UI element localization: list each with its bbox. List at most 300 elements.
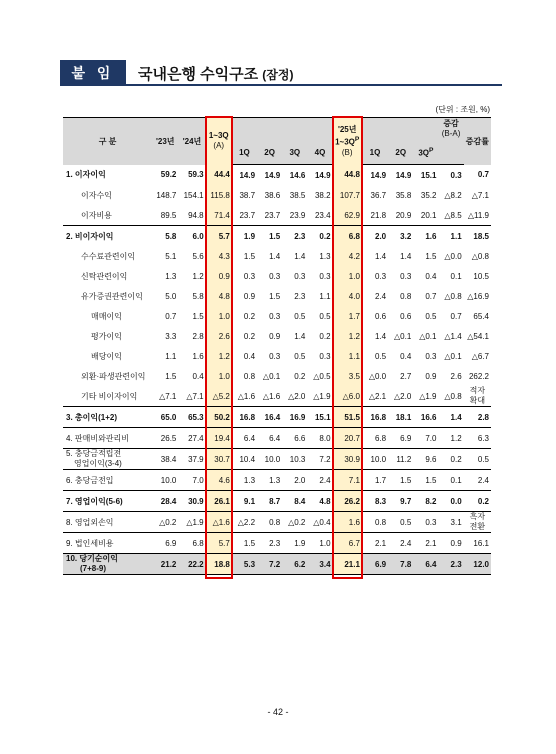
- cell-value: 6.7: [333, 533, 362, 554]
- cell-value: 7.8: [388, 554, 413, 575]
- cell-value: 14.9: [370, 170, 387, 180]
- cell-value: 0.5: [425, 311, 437, 321]
- cell-value: 0.8: [243, 371, 256, 381]
- cell-value: 1.0: [206, 306, 232, 326]
- cell-value: 2.7: [400, 371, 412, 381]
- cell-value: 4.0: [333, 286, 362, 306]
- cell-value: 16.8: [362, 407, 388, 428]
- cell-value: 2.0: [362, 226, 388, 247]
- col-q2: 2Q: [257, 140, 282, 165]
- cell-value: 71.4: [206, 205, 232, 226]
- cell-value: 1.6: [192, 351, 204, 361]
- cell-value: 0.2: [243, 311, 256, 321]
- row-label: 이자비용: [81, 210, 112, 220]
- cell-value: 5.8: [152, 226, 178, 247]
- cell-value: 5.8: [192, 291, 204, 301]
- cell-value: 1.2: [192, 271, 204, 281]
- cell-value: 1.4: [294, 251, 306, 261]
- row-label: 기타 비이자이익: [81, 391, 138, 401]
- page-title: [138, 63, 293, 84]
- cell-value: 6.9: [388, 428, 413, 449]
- col-q3b: $3Q^P$: [413, 140, 438, 165]
- cell-value: 5.6: [192, 251, 204, 261]
- cell-value: 0.9: [438, 533, 463, 554]
- cell-value: 0.5: [375, 351, 387, 361]
- cell-value: 20.1: [420, 210, 437, 220]
- cell-value: 1.4: [438, 407, 463, 428]
- cell-value: 1.4: [375, 251, 387, 261]
- title-text: 국내은행 수익구조: [138, 66, 259, 83]
- table-row: [63, 165, 491, 186]
- cell-value: 38.2: [314, 190, 331, 200]
- table-row: [63, 428, 491, 449]
- cell-value: △0.2: [152, 512, 178, 533]
- cell-value: 1.4: [294, 331, 306, 341]
- cell-value: 12.0: [464, 554, 491, 575]
- cell-value: 0.1: [438, 470, 463, 491]
- table-row: [63, 386, 491, 407]
- title-underline: [126, 84, 502, 86]
- cell-value: 1.5: [232, 533, 257, 554]
- cell-value: 65.0: [152, 407, 178, 428]
- cell-value: △8.2: [444, 190, 462, 200]
- cell-value: △7.1: [186, 391, 204, 401]
- cell-value: 23.7: [239, 210, 256, 220]
- row-label: 7. 영업이익(5-6): [63, 491, 152, 512]
- cell-value: 1.3: [319, 251, 331, 261]
- row-label: 배당이익: [91, 351, 122, 361]
- cell-value: 1.2: [333, 326, 362, 346]
- row-label: 2. 비이자이익: [63, 226, 152, 247]
- appendix-header: [60, 60, 500, 88]
- cell-value: 51.5: [333, 407, 362, 428]
- row-label: 6. 충당금전입: [63, 470, 152, 491]
- cell-value: 1.3: [257, 470, 282, 491]
- cell-value: 3.2: [388, 226, 413, 247]
- cell-value: 0.3: [319, 271, 331, 281]
- cell-value: 0.3: [450, 170, 462, 180]
- cell-value: 0.5: [294, 311, 306, 321]
- cell-value: 8.0: [307, 428, 332, 449]
- table-row: [63, 512, 491, 533]
- cell-value: 1.5: [388, 470, 413, 491]
- cell-value: 0.9: [243, 291, 256, 301]
- cell-value: 0.1: [450, 271, 462, 281]
- table-row: [63, 470, 491, 491]
- cell-value: 8.7: [257, 491, 282, 512]
- col-q4: 4Q: [307, 140, 332, 165]
- cell-value: 3.4: [307, 554, 332, 575]
- cell-value: 1.6: [333, 512, 362, 533]
- cell-value: 115.8: [206, 185, 232, 205]
- cell-value: 0.3: [319, 351, 331, 361]
- table-row: [63, 266, 491, 286]
- cell-value: 1.5: [192, 311, 204, 321]
- cell-value: 1.1: [438, 226, 463, 247]
- cell-value: 35.8: [395, 190, 412, 200]
- cell-value: 0.2: [319, 331, 331, 341]
- cell-value: 14.9: [264, 170, 281, 180]
- table-row: [63, 326, 491, 346]
- cell-value: 7.2: [307, 449, 332, 470]
- cell-value: 1.6: [413, 226, 438, 247]
- cell-value: 6.4: [413, 554, 438, 575]
- cell-value: 50.2: [206, 407, 232, 428]
- cell-value: 89.5: [160, 210, 177, 220]
- cell-value: 15.1: [307, 407, 332, 428]
- cell-value: △0.2: [282, 512, 307, 533]
- cell-value: 44.8: [333, 165, 362, 186]
- cell-value: 7.1: [333, 470, 362, 491]
- cell-value: △0.5: [313, 371, 331, 381]
- cell-value: 9.6: [413, 449, 438, 470]
- cell-value: △1.9: [313, 391, 331, 401]
- cell-value: 2.8: [192, 331, 204, 341]
- cell-value: 1.4: [269, 251, 281, 261]
- cell-value: 38.5: [289, 190, 306, 200]
- cell-value: 59.3: [188, 170, 204, 180]
- cell-value: 26.5: [152, 428, 178, 449]
- table-row: [63, 533, 491, 554]
- appendix-badge: 붙 임: [60, 60, 126, 86]
- col-change: 증감 (B-A): [438, 118, 463, 141]
- cell-value: 2.3: [438, 554, 463, 575]
- row-label: 유가증권관련이익: [81, 291, 143, 301]
- cell-value: △1.4: [444, 331, 462, 341]
- cell-value: 2.8: [464, 407, 491, 428]
- cell-value: 1.9: [232, 226, 257, 247]
- cell-value: 2.3: [282, 226, 307, 247]
- cell-value: 16.4: [257, 407, 282, 428]
- col-y25-1to3q: '25년 $1\sim 3Q^P$ (B): [333, 118, 362, 165]
- cell-value: 0.2: [464, 491, 491, 512]
- cell-value: 1.4: [375, 331, 387, 341]
- cell-value: 154.1: [183, 190, 204, 200]
- cell-value: 10.3: [282, 449, 307, 470]
- cell-value: 6.3: [464, 428, 491, 449]
- cell-value: 0.7: [477, 170, 489, 180]
- cell-value: 4.2: [333, 246, 362, 266]
- col-q1b: 1Q: [362, 140, 388, 165]
- cell-value: 21.2: [152, 554, 178, 575]
- cell-value: 10.0: [152, 470, 178, 491]
- cell-value: 0.8: [257, 512, 282, 533]
- cell-value: 2.1: [413, 533, 438, 554]
- cell-value: 21.8: [370, 210, 387, 220]
- cell-value: 2.3: [294, 291, 306, 301]
- cell-value: 1.0: [206, 366, 232, 386]
- revenue-structure-table: [63, 117, 491, 575]
- cell-value: 0.3: [375, 271, 387, 281]
- cell-value: 36.7: [370, 190, 387, 200]
- cell-value: 0.6: [400, 311, 412, 321]
- cell-value: 0.5: [388, 512, 413, 533]
- cell-value: 18.8: [206, 554, 232, 575]
- cell-value: △6.0: [333, 386, 362, 407]
- cell-value: 6.6: [282, 428, 307, 449]
- cell-value: 65.4: [473, 311, 489, 321]
- cell-value: 0.4: [243, 351, 256, 361]
- col-y24: '24년: [178, 118, 205, 165]
- unit-label: (단위 : 조원, %): [435, 105, 490, 114]
- cell-value: 1.4: [400, 251, 412, 261]
- cell-value: △0.0: [444, 251, 462, 261]
- cell-value: △2.2: [232, 512, 257, 533]
- cell-value: 5.0: [165, 291, 177, 301]
- cell-value: 1.3: [165, 271, 177, 281]
- cell-value: 7.2: [257, 554, 282, 575]
- cell-value: 1.1: [319, 291, 331, 301]
- cell-value: 38.6: [264, 190, 281, 200]
- cell-value: 14.9: [395, 170, 412, 180]
- cell-value: 10.5: [473, 271, 489, 281]
- cell-value: △1.6: [237, 391, 256, 401]
- cell-value: 0.9: [269, 331, 281, 341]
- cell-value: △16.9: [467, 291, 489, 301]
- table-row: [63, 346, 491, 366]
- cell-value: 65.3: [178, 407, 205, 428]
- cell-value: 10.0: [257, 449, 282, 470]
- cell-value: △1.6: [262, 391, 281, 401]
- cell-value: 23.4: [314, 210, 331, 220]
- col-y23: '23년: [152, 118, 178, 165]
- cell-value: 2.1: [362, 533, 388, 554]
- cell-value: 적자 확대: [469, 386, 486, 405]
- cell-value: 2.4: [375, 291, 387, 301]
- table-row: [63, 205, 491, 226]
- cell-value: 1.0: [307, 533, 332, 554]
- cell-value: 6.4: [232, 428, 257, 449]
- table-row: [63, 491, 491, 512]
- cell-value: 0.3: [400, 271, 412, 281]
- cell-value: 0.4: [400, 351, 412, 361]
- cell-value: 1.7: [362, 470, 388, 491]
- col-y24-1to3q: 1~3Q (A): [206, 118, 232, 165]
- cell-value: 0.3: [413, 512, 438, 533]
- cell-value: 0.8: [362, 512, 388, 533]
- row-label: 평가이익: [91, 331, 122, 341]
- cell-value: 27.4: [178, 428, 205, 449]
- row-label: 8. 영업외손익: [63, 512, 152, 533]
- cell-value: △0.8: [444, 291, 462, 301]
- col-category: 구 분: [63, 118, 152, 165]
- cell-value: △0.1: [419, 331, 437, 341]
- cell-value: 2.0: [282, 470, 307, 491]
- cell-value: 1.7: [333, 306, 362, 326]
- cell-value: 20.7: [333, 428, 362, 449]
- col-q1: 1Q: [232, 140, 257, 165]
- cell-value: 62.9: [333, 205, 362, 226]
- cell-value: 10.0: [362, 449, 388, 470]
- cell-value: 38.7: [239, 190, 256, 200]
- cell-value: 0.2: [438, 449, 463, 470]
- row-label: 수수료관련이익: [81, 251, 136, 261]
- cell-value: 2.4: [388, 533, 413, 554]
- cell-value: 1.0: [333, 266, 362, 286]
- cell-value: 6.4: [257, 428, 282, 449]
- cell-value: △54.1: [467, 331, 489, 341]
- cell-value: 1.2: [438, 428, 463, 449]
- cell-value: 0.4: [425, 271, 437, 281]
- cell-value: 26.1: [206, 491, 232, 512]
- cell-value: △11.9: [467, 210, 489, 220]
- cell-value: 0.6: [375, 311, 387, 321]
- cell-value: 0.3: [269, 311, 281, 321]
- row-label: 이자수익: [81, 190, 112, 200]
- cell-value: △0.8: [471, 251, 489, 261]
- page-number: - 42 -: [267, 707, 289, 717]
- cell-value: △8.5: [444, 210, 462, 220]
- cell-value: 6.9: [152, 533, 178, 554]
- cell-value: 2.4: [307, 470, 332, 491]
- table-row: [63, 554, 491, 575]
- cell-value: △1.9: [419, 391, 437, 401]
- cell-value: △0.0: [368, 371, 387, 381]
- cell-value: 2.3: [257, 533, 282, 554]
- table-row: [63, 366, 491, 386]
- cell-value: 38.4: [152, 449, 178, 470]
- cell-value: 0.7: [425, 291, 437, 301]
- cell-value: 10.4: [232, 449, 257, 470]
- cell-value: 11.2: [388, 449, 413, 470]
- cell-value: 3.5: [333, 366, 362, 386]
- cell-value: 1.5: [257, 226, 282, 247]
- cell-value: 0.7: [450, 311, 462, 321]
- cell-value: △1.6: [206, 512, 232, 533]
- row-label: 신탁관련이익: [81, 271, 128, 281]
- cell-value: 8.4: [282, 491, 307, 512]
- row-label: 1. 이자이익: [66, 170, 106, 180]
- cell-value: 0.2: [243, 331, 256, 341]
- cell-value: 0.3: [269, 351, 281, 361]
- col-q3: 3Q: [282, 140, 307, 165]
- cell-value: 16.8: [232, 407, 257, 428]
- table-row: [63, 306, 491, 326]
- table-row: [63, 407, 491, 428]
- cell-value: 35.2: [420, 190, 437, 200]
- cell-value: 2.6: [450, 371, 462, 381]
- cell-value: 8.3: [362, 491, 388, 512]
- cell-value: 14.9: [239, 170, 256, 180]
- cell-value: 6.8: [362, 428, 388, 449]
- cell-value: 7.0: [413, 428, 438, 449]
- cell-value: 262.2: [468, 371, 489, 381]
- row-label: 10. 당기순이익 (7+8-9): [63, 554, 152, 575]
- cell-value: 30.9: [333, 449, 362, 470]
- cell-value: 14.6: [289, 170, 306, 180]
- row-label: 4. 판매비와관리비: [63, 428, 152, 449]
- cell-value: 5.3: [232, 554, 257, 575]
- cell-value: 0.0: [438, 491, 463, 512]
- cell-value: △1.9: [178, 512, 205, 533]
- cell-value: △0.1: [444, 351, 462, 361]
- row-label: 3. 총이익(1+2): [63, 407, 152, 428]
- cell-value: 15.1: [420, 170, 437, 180]
- cell-value: 16.1: [464, 533, 491, 554]
- cell-value: 6.8: [333, 226, 362, 247]
- table-row: [63, 226, 491, 247]
- table-row: [63, 286, 491, 306]
- cell-value: 0.5: [319, 311, 331, 321]
- cell-value: 22.2: [178, 554, 205, 575]
- cell-value: 16.6: [413, 407, 438, 428]
- cell-value: 0.3: [294, 271, 306, 281]
- cell-value: 9.1: [232, 491, 257, 512]
- cell-value: 26.2: [333, 491, 362, 512]
- cell-value: 1.9: [282, 533, 307, 554]
- cell-value: 1.5: [425, 251, 437, 261]
- cell-value: 3.3: [165, 331, 177, 341]
- cell-value: △0.8: [444, 391, 462, 401]
- cell-value: △2.1: [368, 391, 387, 401]
- cell-value: 6.2: [282, 554, 307, 575]
- cell-value: 7.0: [178, 470, 205, 491]
- cell-value: 1.5: [243, 251, 256, 261]
- cell-value: 18.1: [388, 407, 413, 428]
- cell-value: 0.3: [243, 271, 256, 281]
- cell-value: 9.7: [388, 491, 413, 512]
- cell-value: 14.9: [314, 170, 331, 180]
- cell-value: 0.4: [192, 371, 204, 381]
- cell-value: 2.6: [206, 326, 232, 346]
- cell-value: 8.2: [413, 491, 438, 512]
- cell-value: 44.4: [206, 165, 232, 186]
- cell-value: 6.9: [362, 554, 388, 575]
- cell-value: 19.4: [206, 428, 232, 449]
- cell-value: △2.0: [288, 391, 306, 401]
- cell-value: 0.3: [269, 271, 281, 281]
- cell-value: 59.2: [160, 170, 177, 180]
- cell-value: 5.1: [165, 251, 177, 261]
- cell-value: 0.5: [294, 351, 306, 361]
- table-row: [63, 449, 491, 470]
- cell-value: △7.1: [471, 190, 489, 200]
- cell-value: 107.7: [333, 185, 362, 205]
- cell-value: 5.7: [206, 226, 232, 247]
- cell-value: 4.6: [206, 470, 232, 491]
- cell-value: 28.4: [152, 491, 178, 512]
- cell-value: 5.7: [206, 533, 232, 554]
- row-label: 9. 법인세비용: [63, 533, 152, 554]
- cell-value: 1.1: [165, 351, 177, 361]
- cell-value: 23.9: [289, 210, 306, 220]
- cell-value: △6.7: [471, 351, 489, 361]
- row-label: 외환·파생관련이익: [81, 371, 146, 381]
- cell-value: △0.1: [262, 371, 281, 381]
- cell-value: △2.0: [394, 391, 412, 401]
- cell-value: 30.7: [206, 449, 232, 470]
- cell-value: 0.7: [165, 311, 177, 321]
- cell-value: △0.1: [394, 331, 412, 341]
- title-suffix: (잠정): [262, 68, 294, 82]
- cell-value: 4.8: [206, 286, 232, 306]
- cell-value: 20.9: [395, 210, 412, 220]
- cell-value: △7.1: [159, 391, 177, 401]
- cell-value: 4.3: [206, 246, 232, 266]
- cell-value: 흑자 전환: [464, 512, 491, 533]
- cell-value: 0.8: [400, 291, 412, 301]
- cell-value: 1.5: [269, 291, 281, 301]
- row-label: 매매이익: [91, 311, 122, 321]
- cell-value: 4.8: [307, 491, 332, 512]
- cell-value: 16.9: [282, 407, 307, 428]
- cell-value: 18.5: [464, 226, 491, 247]
- cell-value: 37.9: [178, 449, 205, 470]
- cell-value: △0.4: [307, 512, 332, 533]
- cell-value: 148.7: [156, 190, 177, 200]
- cell-value: 94.8: [188, 210, 204, 220]
- cell-value: 21.1: [333, 554, 362, 575]
